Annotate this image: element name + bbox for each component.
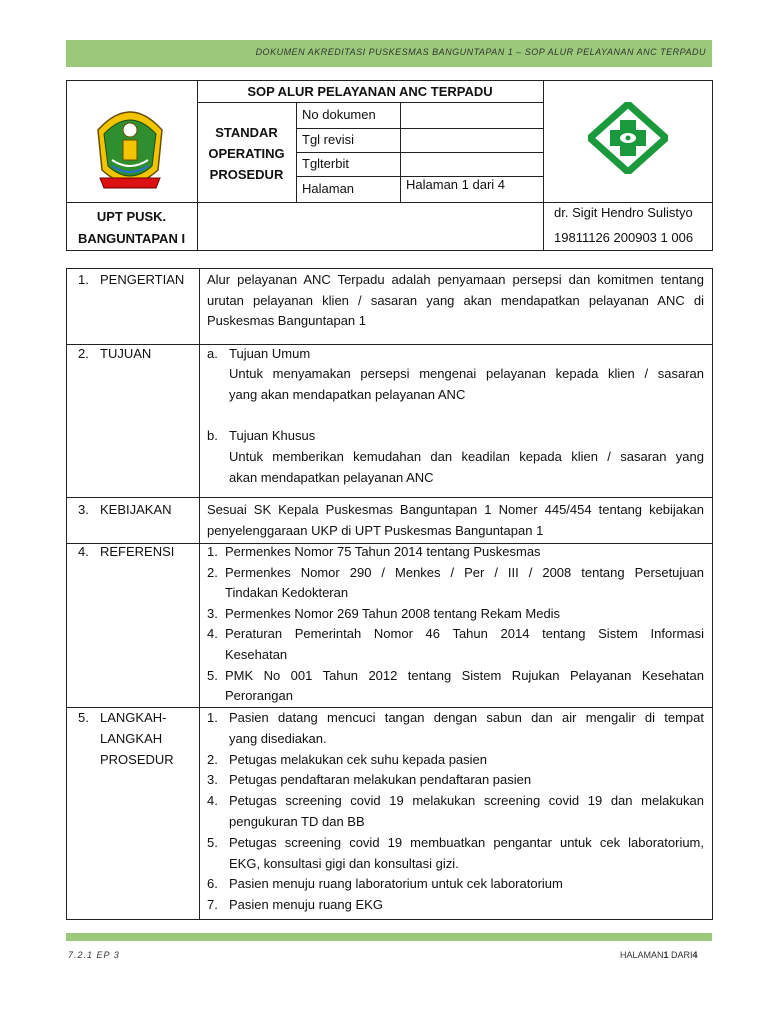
pengertian-text: Alur pelayanan ANC Terpadu adalah penyamaan persepsi dan komitmen tentang urutan pelayanan klien / sasaran yang akan mendapatkan pelayanan ANC di Puskesmas Banguntapan 1 [207, 272, 704, 328]
field-label-tgl-revisi: Tgl revisi [302, 132, 355, 147]
list-item: 5. PMK No 001 Tahun 2012 tentang Sistem Rujukan Pelayanan Kesehatan Perorangan [207, 667, 704, 704]
org-name [66, 206, 197, 250]
tujuan-khusus-text: Untuk memberikan kemudahan dan keadilan kepada klien / sasaran yang akan mendapatkan pelayanan ANC [229, 449, 704, 485]
list-item: 5. Petugas screening covid 19 membuatkan pengantar untuk cek laboratorium, EKG, konsultasi gigi dan konsultasi gizi. [207, 834, 704, 871]
row-label-referensi: REFERENSI [100, 544, 175, 559]
row-label-pengertian: PENGERTIAN [100, 272, 185, 287]
row-no-referensi: 4. [78, 544, 89, 559]
tujuan-umum-text: Untuk menyamakan persepsi mengenai pelayanan kepada klien / sasaran yang akan mendapatkan pelayanan ANC [229, 366, 704, 402]
kabupaten-emblem-logo [90, 100, 170, 195]
list-item: 2. Petugas melakukan cek suhu kepada pasien [207, 751, 488, 767]
list-item: 4. Petugas screening covid 19 melakukan screening covid 19 dan melakukan pengukuran TD dan BB [207, 793, 704, 829]
tujuan-b-marker: b. [207, 428, 218, 443]
referensi-list [207, 542, 704, 707]
list-item: 3. Petugas pendaftaran melakukan pendaftaran pasien [207, 772, 532, 788]
row-label-tujuan: TUJUAN [100, 346, 152, 361]
prosedur-label: PROSEDUR [209, 167, 284, 182]
header-banner-text: DOKUMEN AKREDITASI PUSKESMAS BANGUNTAPAN 1 – SOP ALUR PELAYANAN ANC TERPADU [255, 47, 706, 57]
operating-label: OPERATING [208, 146, 285, 161]
footer-ep: 7.2.1 EP 3 [68, 950, 120, 960]
row-no-kebijakan: 3. [78, 502, 89, 517]
list-item: 1. Permenkes Nomor 75 Tahun 2014 tentang Puskesmas [207, 544, 541, 559]
list-item: 1. Pasien datang mencuci tangan dengan sabun dan air mengalir di tempat yang disediakan. [207, 710, 704, 746]
row-no-langkah: 5. [78, 710, 89, 725]
list-item: 2. Permenkes Nomor 290 / Menkes / Per / III / 2008 tentang Persetujuan Tindakan Kedokteran [207, 564, 704, 601]
standar-label: STANDAR [215, 125, 278, 140]
row-no-tujuan: 2. [78, 346, 89, 361]
tujuan-umum-title: Tujuan Umum [229, 346, 311, 361]
footer-page: HALAMAN1 DARI4 [620, 950, 698, 960]
row-label-kebijakan: KEBIJAKAN [100, 502, 172, 517]
header-banner [66, 40, 712, 67]
tujuan-khusus-title: Tujuan Khusus [229, 428, 316, 443]
signer-name: dr. Sigit Hendro Sulistyo [554, 205, 693, 220]
org-line-1: UPT PUSK. [96, 209, 167, 224]
signer-nip: 19811126 200903 1 006 [554, 230, 694, 245]
list-item: 7. Pasien menuju ruang EKG [207, 897, 383, 913]
kebijakan-text: Sesuai SK Kepala Puskesmas Banguntapan 1 Nomer 445/454 tentang kebijakan penyelenggaraan UKP di UPT Puskesmas Banguntapan 1 [207, 502, 704, 538]
list-item: 6. Pasien menuju ruang laboratorium untuk cek laboratorium [207, 876, 563, 892]
langkah-list [207, 708, 704, 916]
tujuan-a-marker: a. [207, 346, 218, 361]
field-value-halaman: Halaman 1 dari 4 [406, 177, 505, 192]
row-no-pengertian: 1. [78, 272, 89, 287]
list-item: 4. Peraturan Pemerintah Nomor 46 Tahun 2014 tentang Sistem Informasi Kesehatan [207, 626, 704, 662]
sop-title: SOP ALUR PELAYANAN ANC TERPADU [247, 84, 493, 99]
field-label-tglterbit: Tglterbit [302, 156, 349, 171]
field-label-no-dokumen: No dokumen [302, 107, 376, 122]
standar-operating-prosedur [198, 122, 295, 185]
puskesmas-logo [588, 102, 668, 174]
row-label-langkah: LANGKAH- LANGKAH PROSEDUR [100, 710, 174, 767]
field-label-halaman: Halaman [302, 181, 355, 196]
list-item: 3. Permenkes Nomor 269 Tahun 2008 tentang Rekam Medis [207, 605, 561, 621]
footer-band [66, 933, 712, 941]
org-line-2: BANGUNTAPAN I [77, 231, 186, 246]
